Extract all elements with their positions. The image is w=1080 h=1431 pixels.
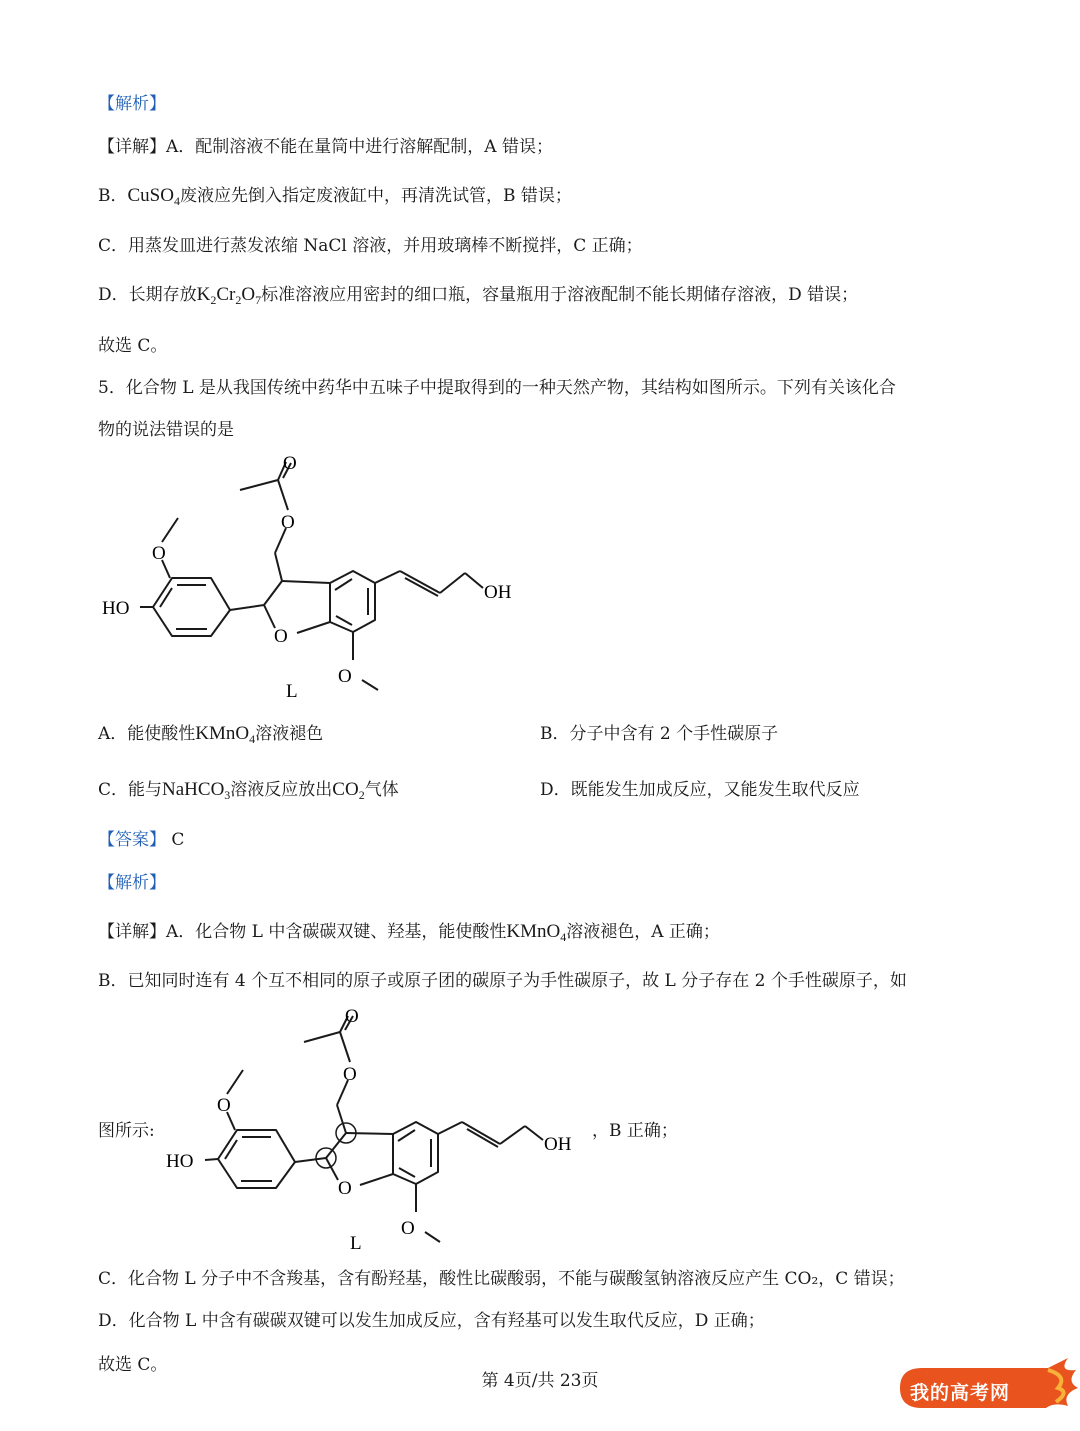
detail-q5-b-fig-post: ，B 正确； xyxy=(592,1121,678,1141)
detail-q5-b: B．已知同时连有 4 个互不相同的原子或原子团的碳原子为手性碳原子，故 L 分子存在 2 个手性碳原子，如 xyxy=(98,971,907,991)
watermark-text: 我的高考网 xyxy=(910,1382,1011,1404)
detail-q5-c: C．化合物 L 分子中不含羧基，含有酚羟基，酸性比碳酸弱，不能与碳酸氢钠溶液反应产生 CO₂，C 错误； xyxy=(98,1269,905,1289)
answer-line xyxy=(98,828,184,852)
compound-label: L xyxy=(286,681,298,702)
atom-ester-o: O xyxy=(281,512,295,533)
svg-text:L: L xyxy=(350,1233,362,1254)
atom-ho: HO xyxy=(102,598,130,619)
analysis-heading: 【解析】 xyxy=(98,94,166,114)
svg-text:O: O xyxy=(401,1218,415,1239)
atom-ring-o: O xyxy=(274,626,288,647)
structure-diagram-l-chiral xyxy=(160,1000,600,1260)
formula-cuso4: CuSO$_4$ xyxy=(127,185,180,208)
analysis-heading-q5: 【解析】 xyxy=(98,873,166,893)
detail-line-b: B．CuSO$_4$废液应先倒入指定废液缸中，再清洗试管，B 错误； xyxy=(98,185,572,208)
detail-heading: 【详解】 xyxy=(98,137,166,157)
option-a: A．能使酸性KMnO$_4$溶液褪色 xyxy=(98,723,324,746)
svg-text:O: O xyxy=(343,1064,357,1085)
atom-oh: OH xyxy=(484,582,512,603)
detail-q5-d: D．化合物 L 中含有碳碳双键可以发生加成反应，含有羟基可以发生取代反应，D 正确； xyxy=(98,1311,765,1331)
question-5-stem-2: 物的说法错误的是 xyxy=(98,420,234,440)
svg-text:O: O xyxy=(345,1006,359,1027)
formula-k2cr2o7: $K_2Cr_2O_7$ xyxy=(196,284,262,307)
conclusion-q4: 故选 C。 xyxy=(98,336,168,356)
atom-methoxy-o: O xyxy=(152,543,166,564)
option-b: B．分子中含有 2 个手性碳原子 xyxy=(540,724,779,744)
svg-text:O: O xyxy=(338,1178,352,1199)
detail-q5-a: 【详解】A．化合物 L 中含碳碳双键、羟基，能使酸性KMnO$_4$溶液褪色，A 正确； xyxy=(98,921,720,944)
detail-line-a: 【详解】A．配制溶液不能在量筒中进行溶解配制，A 错误； xyxy=(98,137,553,157)
page-footer: 第 4页/共 23页 xyxy=(481,1371,599,1391)
detail-line-d: D．长期存放$K_2Cr_2O_7$标准溶液应用密封的细口瓶，容量瓶用于溶液配制不能长期储存溶液，D 错误； xyxy=(98,284,859,307)
detail-line-c: C．用蒸发皿进行蒸发浓缩 NaCl 溶液，并用玻璃棒不断搅拌，C 正确； xyxy=(98,236,643,256)
answer-value: C xyxy=(171,830,185,850)
option-d: D．既能发生加成反应，又能发生取代反应 xyxy=(540,780,860,800)
atom-carbonyl-o: O xyxy=(283,453,297,474)
svg-text:HO: HO xyxy=(166,1151,194,1172)
svg-text:OH: OH xyxy=(544,1134,572,1155)
structure-diagram-l xyxy=(95,450,535,710)
answer-heading: 【答案】 xyxy=(98,830,166,850)
svg-text:O: O xyxy=(217,1095,231,1116)
question-5-stem-1: 5．化合物 L 是从我国传统中药华中五味子中提取得到的一种天然产物，其结构如图所示。下列有关该化合 xyxy=(98,378,896,398)
atom-methoxy-o: O xyxy=(338,666,352,687)
option-c: C．能与NaHCO$_3$溶液反应放出$CO_2$气体 xyxy=(98,779,399,802)
conclusion-q5: 故选 C。 xyxy=(98,1355,168,1375)
detail-q5-b-fig-pre: 图所示: xyxy=(98,1121,155,1141)
